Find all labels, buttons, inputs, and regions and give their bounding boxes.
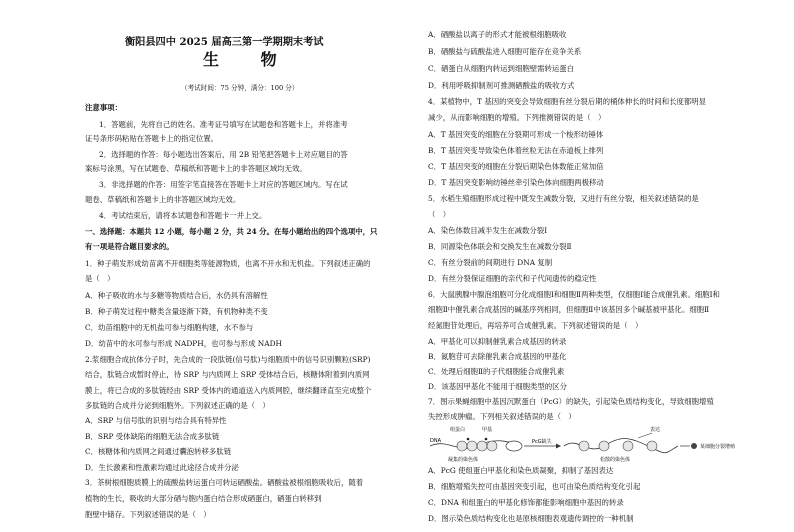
question-line: 经氮胞苷处理后，再培养可合成催乳素。下列叙述错误的是（ ） [428,321,643,330]
question-line: 5．水稻生殖细胞形成过程中既发生减数分裂，又进行有丝分裂，相关叙述错误的是 [428,194,699,203]
section-heading: 一、选择题：本题共 12 小题，每小题 2 分，共 24 分。在每小题给出的四个选项中，只 [85,227,378,236]
question-line: 2.浆细胞合成抗体分子时，先合成的一段肽链(信号肽)与细胞质中的信号识别颗粒(SRP) [85,355,371,364]
option-line: A．PcG 使组蛋白甲基化和染色质凝聚，抑制了基因表达 [428,466,614,475]
option-line: B．氮胞苷可去除催乳素合成基因的甲基化 [428,352,567,361]
notes-line: 题卷、草稿纸和答题卡上的非答题区域均无效。 [85,195,241,204]
option-line: D．图示染色质结构变化也是原核细胞表观遗传调控的一种机制 [428,514,634,523]
option-line: B．硒酸盐与硫酸盐进入细胞可能存在竞争关系 [428,47,582,56]
question-line: 是（ ） [85,274,115,283]
question-line: （ ） [428,210,451,219]
option-line: C．T 基因突变的细胞在分裂后期染色体数能正常加倍 [428,162,604,171]
option-line: D．该基因甲基化不能用于细胞类型的区分 [428,382,567,391]
option-line: A．SRP 与信号肽的识别与结合具有特异性 [85,416,227,425]
question-line: 减少，从而影响细胞的增殖。下列推测错误的是（ ） [428,113,606,122]
notes-line: 4．考试结束后，请将本试题卷和答题卡一并上交。 [99,211,267,220]
fig-label: 甲基 [482,427,493,433]
option-line: C．有丝分裂前的间期进行 DNA 复制 [428,258,553,267]
option-line: B．T 基因突变导致染色体着丝粒无法在赤道板上排列 [428,146,604,155]
option-line: C．处理后细胞Ⅱ的子代细胞能合成催乳素 [428,367,565,376]
exam-title: 衡阳县四中 2025 届高三第一学期期末考试 [125,36,324,48]
notes-line: 案标号涂黑，写在试题卷、草稿纸和答题卡上的非答题区域均无效。 [85,164,307,173]
question-line: 1．种子萌发形成幼苗离不开细胞类等能源物质，也离不开水和无机盐。下列叙述正确的 [85,259,371,268]
section-heading: 有一项是符合题目要求的。 [85,242,174,251]
option-line: A．种子吸收的水与多糖等物质结合后，水仍具有溶解性 [85,291,268,300]
loose-chromatin [564,439,678,453]
option-line: B．SRP 受体缺陷的细胞无法合成多肽链 [85,432,220,441]
notes-line: 2．选择题的作答：每小题选出答案后，用 2B 铅笔把答题卡上对应题目的答 [99,150,348,159]
fig-label: DNA [430,438,442,444]
option-line: D．利用呼吸抑制剂可推测硒酸盐的吸收方式 [428,81,575,90]
question-line: 细胞Ⅱ中催乳素合成基因的碱基序列相同，但细胞Ⅱ中该基因多个碱基被甲基化。细胞Ⅱ [428,305,710,314]
question-line: 膜上，将已合成的多肽链经由 SRP 受体内的通道送入内质网腔，继续翻译直至完成整个 [85,386,372,395]
option-line: A．染色体数目减半发生在减数分裂Ⅰ [428,226,548,235]
fig-label: 某细胞分裂增殖 [700,444,736,450]
option-line: B．细胞增殖失控可由基因突变引起，也可由染色质结构变化引起 [428,482,641,491]
option-line: A．甲基化可以抑制催乳素合成基因的转录 [428,337,567,346]
question-line: 多肽链的合成并分泌到细胞外。下列叙述正确的是（ ） [85,401,270,410]
fig-label: PcG缺失 [532,439,552,445]
fig-label: 组蛋白 [450,427,466,433]
fig-label: 凝集的染色体 [448,457,479,463]
question-line: 3．茶树根细胞质膜上的硫酸盐转运蛋白可转运硒酸盐。硒酸盐被根细胞吸收后，随着 [85,478,364,487]
option-line: A．T 基因突变的细胞在分裂期可形成一个梭形纺锤体 [428,130,604,139]
question-line: 植物的生长，吸收的大部分硒与胞内蛋白结合形成硒蛋白，硒蛋白转移到 [85,494,322,503]
question-line: 失控形成肿瘤。下列相关叙述错误的是（ ） [428,412,576,421]
question-line: 6．大鼠胰腺中腺泡细胞可分化成细胞Ⅰ和细胞Ⅱ两种类型，仅细胞Ⅰ能合成催乳素。细胞Ⅰ和 [428,290,720,299]
option-line: C．幼苗细胞中的无机盐可参与细胞构建，水不参与 [85,323,254,332]
notes-line: 证号条形码粘贴在答题卡上的指定位置。 [85,134,219,143]
question-line: 结合，肽链合成暂时停止，待 SRP 与内质网上 SRP 受体结合后，核糖体附着到内质网 [85,370,370,379]
option-line: B．同源染色体联会和交换发生在减数分裂Ⅱ [428,242,572,251]
option-line: A．硒酸盐以离子的形式才能被根细胞吸收 [428,30,567,39]
option-line: D．T 基因突变影响纺锤丝牵引染色体向细胞两极移动 [428,178,604,187]
question-line: 4．某植物中，T 基因的突变会导致细胞有丝分裂后期的桶体伸长的时间和长度都明显 [428,97,707,106]
notes-heading: 注意事项： [85,103,122,112]
option-line: C．硒蛋白从细胞内转运到细胞壁需转运蛋白 [428,64,575,73]
subject-title: 生 物 [203,50,295,69]
pcg-protein [506,441,522,451]
option-line: B．种子萌发过程中糖类含量逐渐下降，有机物种类不变 [85,307,268,316]
exam-info: （考试时间：75 分钟，满分：100 分） [181,84,299,92]
question-line: 胞壁中储存。下列叙述错误的是（ ） [85,510,211,519]
option-line: D．有丝分裂保证细胞的亲代和子代间遗传的稳定性 [428,274,597,283]
question-line: 7．图示果蝇细胞中基因沉默蛋白（PcG）的缺失，引起染色质结构变化，导致细胞增殖 [428,397,714,406]
option-line: C．核糖体和内质网之间通过囊泡转移多肽链 [85,447,232,456]
notes-line: 3．非选择题的作答：用签字笔直接答在答题卡上对应的答题区域内。写在试 [99,180,348,189]
option-line: D．幼苗中的水可参与形成 NADPH，也可参与形成 NADH [85,339,282,348]
chromatin-diagram [428,424,768,464]
cell-icon [691,443,697,449]
fig-label: 松散的染色体 [600,457,631,463]
notes-line: 1．答题前，先将自己的姓名、准考证号填写在试题卷和答题卡上，并将准考 [99,120,348,129]
option-line: D．生长激素和性激素均通过此途径合成并分泌 [85,463,239,472]
fig-label: 表达 [650,427,661,433]
option-line: C．DNA 和组蛋白的甲基化修饰都能影响细胞中基因的转录 [428,498,624,507]
